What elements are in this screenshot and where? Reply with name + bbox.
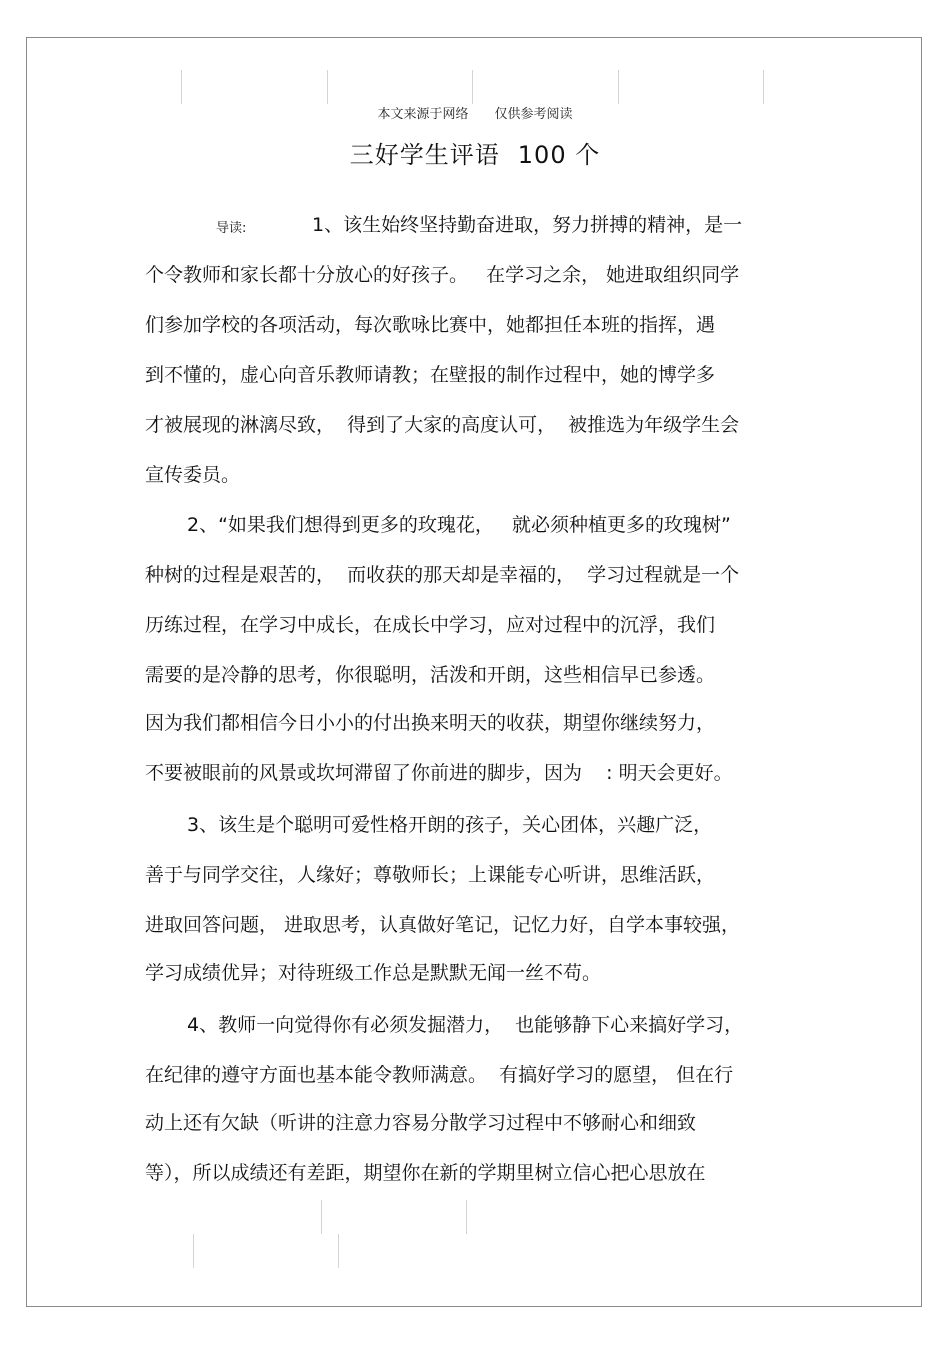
text-line: 们参加学校的各项活动，每次歌咏比赛中，她都担任本班的指挥，遇 [145, 314, 716, 336]
text-line: 个令教师和家长都十分放心的好孩子。 在学习之余， 她进取组织同学 [145, 264, 740, 286]
text-line: 2、“如果我们想得到更多的玫瑰花， 就必须种植更多的玫瑰树” [187, 514, 731, 536]
source-note-right: 仅供参考阅读 [494, 107, 573, 122]
scan-mark [763, 70, 764, 104]
title-text: 三好学生评语 [349, 141, 500, 169]
text-line: 种树的过程是艰苦的， 而收获的那天却是幸福的， 学习过程就是一个 [145, 564, 740, 586]
scan-mark [472, 70, 473, 104]
text-line: 3、该生是个聪明可爱性格开朗的孩子，关心团体，兴趣广泛， [187, 814, 713, 836]
text-line: 不要被眼前的风景或坎坷滞留了你前进的脚步，因为 : 明天会更好。 [145, 762, 733, 784]
document-title [0, 135, 950, 170]
text-line: 需要的是冷静的思考，你很聪明，活泼和开朗，这些相信早已参透。 [145, 664, 716, 686]
text-line: 1、该生始终坚持勤奋进取，努力拼搏的精神，是一 [312, 214, 743, 236]
scan-mark [193, 1234, 194, 1268]
scan-mark [338, 1234, 339, 1268]
text-line: 因为我们都相信今日小小的付出换来明天的收获，期望你继续努力， [145, 712, 716, 734]
text-line: 动上还有欠缺（听讲的注意力容易分散学习过程中不够耐心和细致 [145, 1112, 697, 1134]
scan-mark [618, 70, 619, 104]
source-note [0, 103, 950, 122]
text-line: 学习成绩优异；对待班级工作总是默默无闻一丝不苟。 [145, 962, 602, 984]
text-line: 善于与同学交往，人缘好；尊敬师长；上课能专心听讲，思维活跃， [145, 864, 716, 886]
text-line: 才被展现的淋漓尽致， 得到了大家的高度认可， 被推选为年级学生会 [145, 414, 740, 436]
scan-mark [181, 70, 182, 104]
text-line: 到不懂的，虚心向音乐教师请教；在壁报的制作过程中，她的博学多 [145, 364, 716, 386]
intro-label: 导读: [216, 221, 247, 236]
source-note-left: 本文来源于网络 [377, 107, 469, 122]
text-line: 4、教师一向觉得你有必须发掘潜力， 也能够静下心来搞好学习， [187, 1014, 744, 1036]
title-number: 100 个 [517, 141, 601, 169]
text-line: 进取回答问题， 进取思考，认真做好笔记，记忆力好，自学本事较强， [145, 914, 741, 936]
scan-mark [321, 1200, 322, 1234]
text-line: 历练过程，在学习中成长，在成长中学习，应对过程中的沉浮，我们 [145, 614, 716, 636]
text-line: 等），所以成绩还有差距，期望你在新的学期里树立信心把心思放在 [145, 1162, 706, 1184]
text-line: 宣传委员。 [145, 464, 241, 486]
text-line: 在纪律的遵守方面也基本能令教师满意。 有搞好学习的愿望， 但在行 [145, 1064, 734, 1086]
scan-mark [466, 1200, 467, 1234]
scan-mark [327, 70, 328, 104]
